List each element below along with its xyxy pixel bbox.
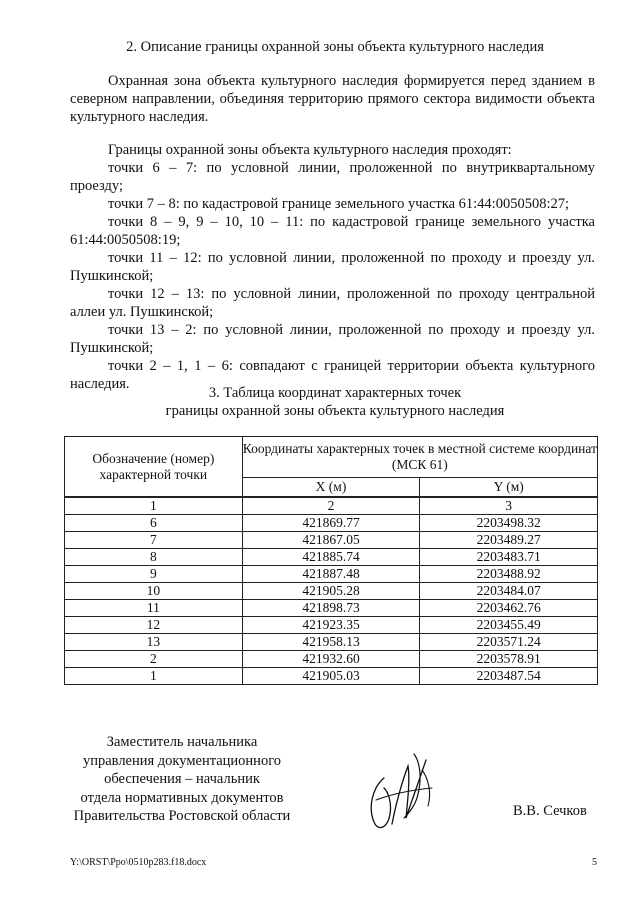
y-cell: 2203488.92 bbox=[420, 566, 598, 583]
x-cell: 421869.77 bbox=[242, 515, 420, 532]
x-cell: 421887.48 bbox=[242, 566, 420, 583]
y-cell: 2203487.54 bbox=[420, 668, 598, 685]
y-cell: 2203578.91 bbox=[420, 651, 598, 668]
y-cell: 2203455.49 bbox=[420, 617, 598, 634]
point-cell: 6 bbox=[65, 515, 243, 532]
signatory-line: управления документационного bbox=[82, 752, 282, 769]
section-2-paragraph: Охранная зона объекта культурного наследия формируется перед зданием в северном направлении, объединяя территорию прямого сектора видимости объекта культурного наследия. bbox=[70, 73, 595, 125]
y-cell: 2203483.71 bbox=[420, 549, 598, 566]
boundary-item: точки 8 – 9, 9 – 10, 10 – 11: по кадастровой границе земельного участка 61:44:0050508:19; bbox=[70, 214, 595, 248]
y-cell: 2203484.07 bbox=[420, 583, 598, 600]
x-cell: 421923.35 bbox=[242, 617, 420, 634]
table-row bbox=[65, 566, 598, 583]
table-row bbox=[65, 600, 598, 617]
table-row bbox=[65, 668, 598, 685]
x-cell: 421905.03 bbox=[242, 668, 420, 685]
boundary-item: точки 11 – 12: по условной линии, проложенной по проходу и проезду ул. Пушкинской; bbox=[70, 250, 595, 284]
boundary-item: точки 6 – 7: по условной линии, проложенной по внутриквартальному проезду; bbox=[70, 160, 595, 194]
section-3-title-line2: границы охранной зоны объекта культурного наследия bbox=[165, 403, 505, 419]
point-cell: 1 bbox=[65, 668, 243, 685]
table-row bbox=[65, 532, 598, 549]
table-row bbox=[65, 583, 598, 600]
x-cell: 421905.28 bbox=[242, 583, 420, 600]
table-row bbox=[65, 617, 598, 634]
signatory-line: отдела нормативных документов bbox=[80, 789, 284, 806]
signatory-line: Правительства Ростовской области bbox=[73, 808, 291, 824]
x-cell: 421867.05 bbox=[242, 532, 420, 549]
index-cell: 1 bbox=[65, 497, 243, 515]
signatory-title bbox=[62, 733, 302, 826]
boundary-item: точки 12 – 13: по условной линии, проложенной по проходу центральной аллеи ул. Пушкинской; bbox=[70, 286, 595, 320]
point-cell: 8 bbox=[65, 549, 243, 566]
signatory-line: обеспечения – начальник bbox=[104, 771, 260, 787]
x-cell: 421898.73 bbox=[242, 600, 420, 617]
point-cell: 10 bbox=[65, 583, 243, 600]
page-number: 5 bbox=[592, 857, 597, 868]
point-cell: 2 bbox=[65, 651, 243, 668]
y-header: Y (м) bbox=[420, 478, 598, 498]
x-cell: 421958.13 bbox=[242, 634, 420, 651]
point-cell: 9 bbox=[65, 566, 243, 583]
table-row bbox=[65, 651, 598, 668]
table-row bbox=[65, 515, 598, 532]
table-row bbox=[65, 549, 598, 566]
point-cell: 13 bbox=[65, 634, 243, 651]
coordinates-table bbox=[64, 436, 598, 685]
point-cell: 11 bbox=[65, 600, 243, 617]
coordinates-header: Координаты характерных точек в местной системе координат (МСК 61) bbox=[242, 437, 597, 478]
boundary-intro: Границы охранной зоны объекта культурного наследия проходят: bbox=[108, 142, 512, 158]
section-3-title-line1: 3. Таблица координат характерных точек bbox=[208, 385, 462, 401]
y-cell: 2203462.76 bbox=[420, 600, 598, 617]
footer-file-path: Y:\ORST\Ppo\0510p283.f18.docx bbox=[70, 857, 207, 868]
handwritten-signature bbox=[362, 748, 442, 836]
x-header: X (м) bbox=[242, 478, 420, 498]
x-cell: 421885.74 bbox=[242, 549, 420, 566]
point-number-header: Обозначение (номер) характерной точки bbox=[65, 437, 243, 498]
y-cell: 2203571.24 bbox=[420, 634, 598, 651]
signatory-line: Заместитель начальника bbox=[106, 734, 258, 750]
column-index-row bbox=[65, 497, 598, 515]
y-cell: 2203489.27 bbox=[420, 532, 598, 549]
boundary-item: точки 7 – 8: по кадастровой границе земельного участка 61:44:0050508:27; bbox=[108, 196, 570, 212]
boundary-item: точки 2 – 1, 1 – 6: совпадают с границей территории объекта культурного наследия. bbox=[70, 358, 595, 392]
boundary-list bbox=[70, 141, 595, 393]
index-cell: 2 bbox=[242, 497, 420, 515]
y-cell: 2203498.32 bbox=[420, 515, 598, 532]
index-cell: 3 bbox=[420, 497, 598, 515]
point-cell: 7 bbox=[65, 532, 243, 549]
boundary-item: точки 13 – 2: по условной линии, проложенной по проходу и проезду ул. Пушкинской; bbox=[70, 322, 595, 356]
table-row bbox=[65, 634, 598, 651]
point-cell: 12 bbox=[65, 617, 243, 634]
section-2-title: 2. Описание границы охранной зоны объекта культурного наследия bbox=[126, 39, 544, 55]
signatory-name: В.В. Сечков bbox=[513, 803, 587, 819]
x-cell: 421932.60 bbox=[242, 651, 420, 668]
